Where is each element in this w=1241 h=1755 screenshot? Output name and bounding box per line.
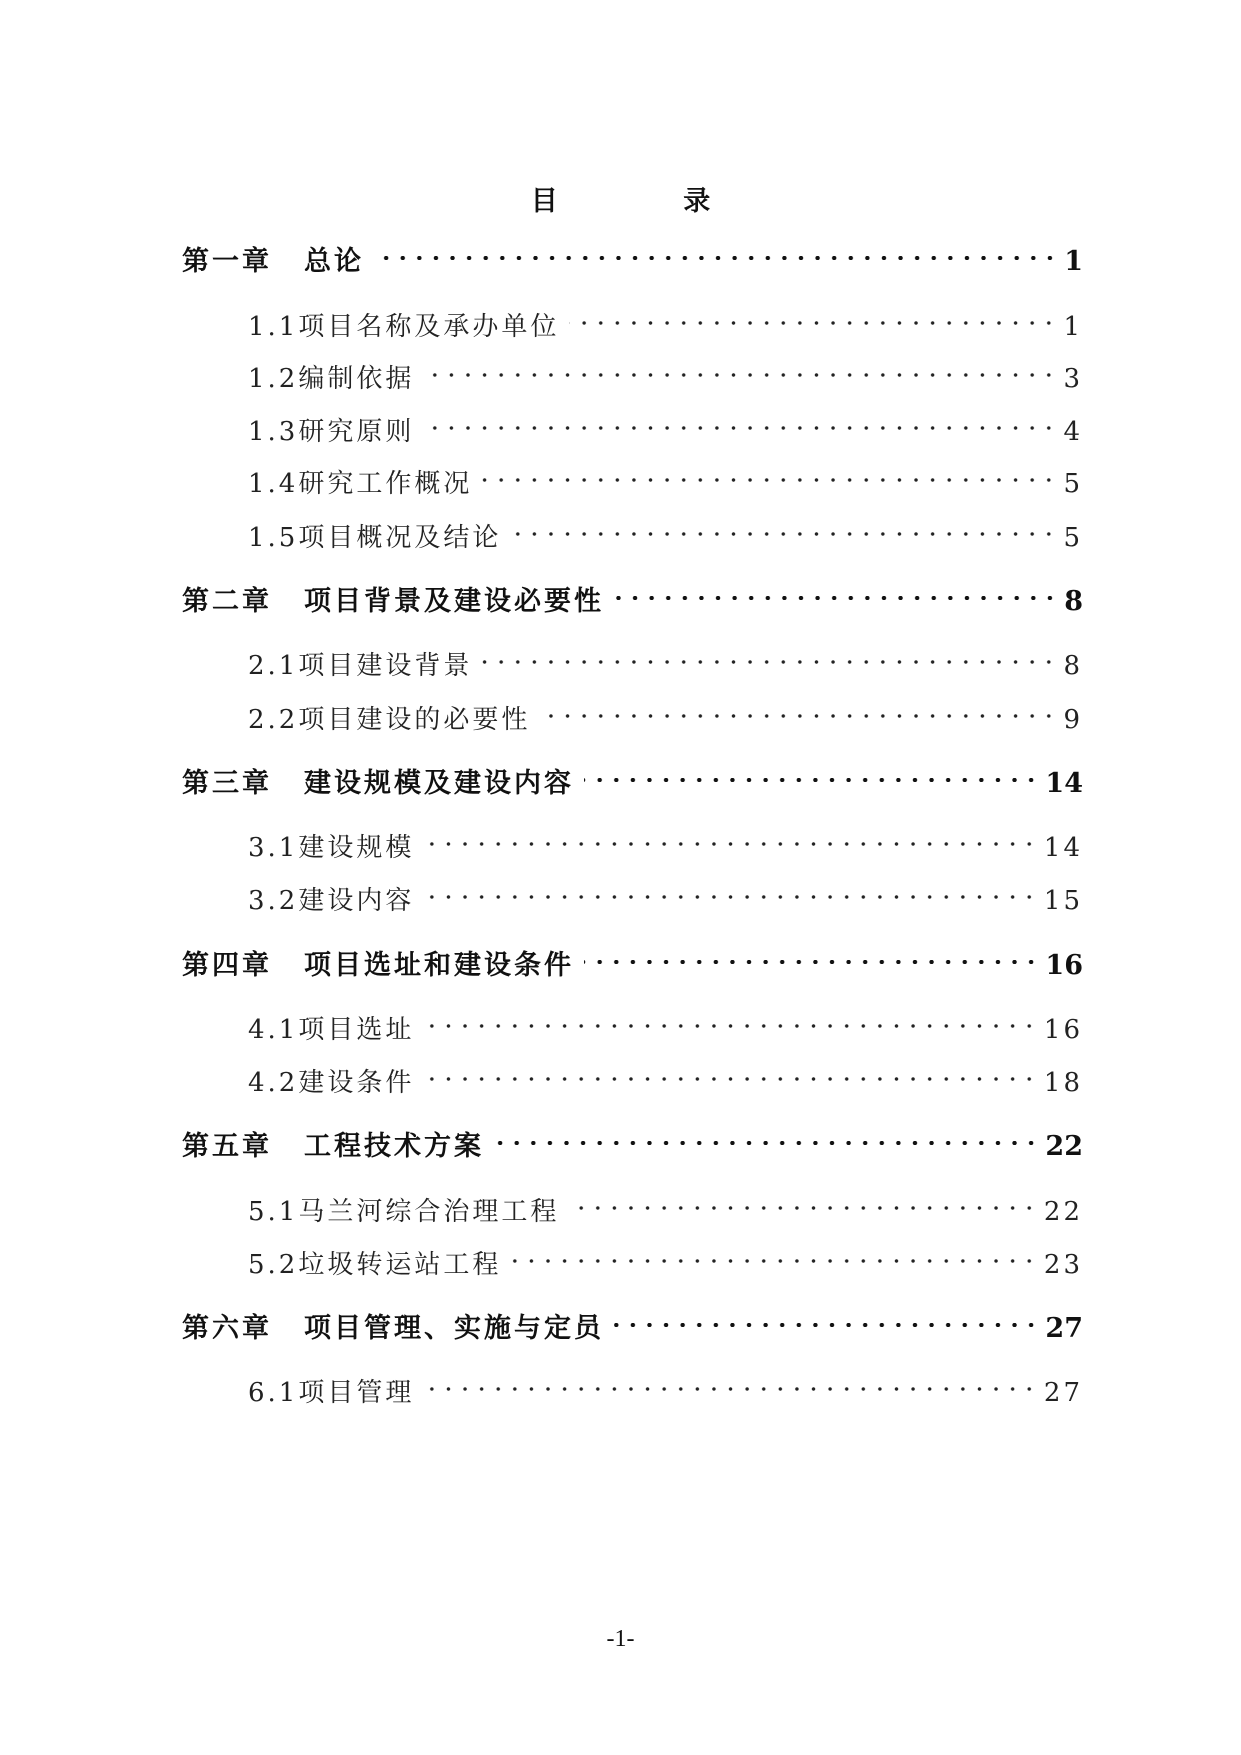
toc-entry-page: 22 bbox=[1045, 1131, 1083, 1162]
toc-entry-number: 1.3 bbox=[248, 417, 299, 447]
toc-dot-leader bbox=[424, 400, 1057, 440]
toc-dot-leader bbox=[584, 752, 1039, 792]
toc-section-entry[interactable] bbox=[248, 347, 1083, 394]
toc-entry-title: 项目概况及结论 bbox=[298, 523, 502, 553]
toc-dot-leader bbox=[424, 1051, 1038, 1091]
toc-section-entry[interactable] bbox=[248, 1361, 1083, 1408]
toc-entry-title: 项目名称及承办单位 bbox=[298, 312, 560, 342]
toc-dot-leader bbox=[614, 570, 1058, 610]
toc-section-entry[interactable] bbox=[248, 506, 1083, 553]
toc-section-entry[interactable] bbox=[248, 869, 1083, 916]
toc-entry-number: 第五章 bbox=[182, 1131, 272, 1162]
toc-entry-number: 1.1 bbox=[248, 312, 299, 342]
toc-entry-page: 1 bbox=[1063, 312, 1083, 342]
toc-entry-title: 建设内容 bbox=[298, 886, 415, 916]
toc-chapter-entry[interactable] bbox=[182, 1297, 1083, 1344]
toc-entry-page: 4 bbox=[1063, 417, 1083, 447]
toc-entry-number: 4.1 bbox=[248, 1015, 299, 1045]
toc-entry-number: 5.2 bbox=[248, 1250, 299, 1280]
toc-entry-number: 第二章 bbox=[182, 586, 272, 617]
toc-entry-page: 5 bbox=[1063, 523, 1083, 553]
toc-entry-title: 项目选址 bbox=[298, 1015, 415, 1045]
toc-entry-page: 9 bbox=[1063, 705, 1083, 735]
toc-chapter-entry[interactable] bbox=[182, 1115, 1083, 1162]
toc-entry-number: 1.5 bbox=[248, 523, 299, 553]
toc-chapter-entry[interactable] bbox=[182, 934, 1083, 981]
toc-section-entry[interactable] bbox=[248, 998, 1083, 1045]
toc-entry-number: 1.4 bbox=[248, 469, 299, 499]
toc-dot-leader bbox=[569, 295, 1057, 335]
toc-entry-number: 第一章 bbox=[182, 246, 272, 277]
toc-entry-title: 项目背景及建设必要性 bbox=[304, 586, 604, 617]
toc-dot-leader bbox=[511, 1233, 1038, 1273]
toc-entry-title: 研究工作概况 bbox=[298, 469, 473, 499]
toc-entry-title: 总论 bbox=[304, 246, 364, 277]
toc-entry-page: 3 bbox=[1063, 364, 1083, 394]
toc-entry-number: 3.1 bbox=[248, 833, 299, 863]
page-number: -1- bbox=[606, 1626, 635, 1652]
toc-entry-number: 第六章 bbox=[182, 1313, 272, 1344]
toc-entry-number: 1.2 bbox=[248, 364, 299, 394]
toc-dot-leader bbox=[482, 452, 1057, 492]
toc-entry-title: 工程技术方案 bbox=[304, 1131, 484, 1162]
toc-entry-page: 8 bbox=[1064, 586, 1083, 617]
toc-section-entry[interactable] bbox=[248, 1051, 1083, 1098]
toc-entry-title: 建设规模 bbox=[298, 833, 415, 863]
toc-entry-number: 4.2 bbox=[248, 1068, 299, 1098]
toc-dot-leader bbox=[494, 1115, 1039, 1155]
toc-entry-title: 项目选址和建设条件 bbox=[304, 950, 574, 981]
toc-entry-number: 2.2 bbox=[248, 705, 299, 735]
toc-entry-number: 第三章 bbox=[182, 768, 272, 799]
toc-dot-leader bbox=[584, 934, 1039, 974]
toc-chapter-entry[interactable] bbox=[182, 230, 1083, 277]
toc-entry-title: 项目管理、实施与定员 bbox=[304, 1313, 604, 1344]
toc-section-entry[interactable] bbox=[248, 1233, 1083, 1280]
toc-section-entry[interactable] bbox=[248, 816, 1083, 863]
toc-entry-title: 研究原则 bbox=[298, 417, 415, 447]
toc-entry-number: 5.1 bbox=[248, 1197, 299, 1227]
toc-dot-leader bbox=[482, 634, 1057, 674]
toc-entry-page: 15 bbox=[1043, 886, 1083, 916]
toc-entry-page: 18 bbox=[1043, 1068, 1083, 1098]
toc-entry-page: 16 bbox=[1043, 1015, 1083, 1045]
toc-dot-leader bbox=[614, 1297, 1039, 1337]
toc-dot-leader bbox=[569, 1180, 1038, 1220]
toc-entry-page: 22 bbox=[1043, 1197, 1083, 1227]
toc-dot-leader bbox=[511, 506, 1057, 546]
toc-entry-page: 1 bbox=[1064, 246, 1083, 277]
toc-entry-title: 编制依据 bbox=[298, 364, 415, 394]
toc-entry-number: 2.1 bbox=[248, 651, 299, 681]
toc-entry-number: 3.2 bbox=[248, 886, 299, 916]
toc-entry-number: 6.1 bbox=[248, 1378, 299, 1408]
toc-dot-leader bbox=[424, 1361, 1038, 1401]
toc-chapter-entry[interactable] bbox=[182, 570, 1083, 617]
toc-entry-title: 马兰河综合治理工程 bbox=[298, 1197, 560, 1227]
toc-entry-title: 项目管理 bbox=[298, 1378, 415, 1408]
toc-dot-leader bbox=[540, 688, 1057, 728]
toc-entry-title: 垃圾转运站工程 bbox=[298, 1250, 502, 1280]
toc-dot-leader bbox=[424, 998, 1038, 1038]
toc-dot-leader bbox=[374, 230, 1058, 270]
toc-entry-title: 项目建设背景 bbox=[298, 651, 473, 681]
toc-section-entry[interactable] bbox=[248, 1180, 1083, 1227]
toc-section-entry[interactable] bbox=[248, 295, 1083, 342]
toc-entry-page: 23 bbox=[1043, 1250, 1083, 1280]
toc-entry-page: 14 bbox=[1043, 833, 1083, 863]
toc-section-entry[interactable] bbox=[248, 452, 1083, 499]
toc-entry-page: 27 bbox=[1043, 1378, 1083, 1408]
toc-entry-page: 8 bbox=[1063, 651, 1083, 681]
toc-entry-title: 项目建设的必要性 bbox=[298, 705, 531, 735]
toc-entry-page: 16 bbox=[1045, 950, 1083, 981]
toc-entry-number: 第四章 bbox=[182, 950, 272, 981]
toc-entry-title: 建设条件 bbox=[298, 1068, 415, 1098]
toc-entry-page: 5 bbox=[1063, 469, 1083, 499]
toc-dot-leader bbox=[424, 816, 1038, 856]
toc-entry-title: 建设规模及建设内容 bbox=[304, 768, 574, 799]
toc-dot-leader bbox=[424, 869, 1038, 909]
page-title: 目 录 bbox=[530, 186, 769, 217]
toc-dot-leader bbox=[424, 347, 1057, 387]
toc-chapter-entry[interactable] bbox=[182, 752, 1083, 799]
toc-entry-page: 14 bbox=[1045, 768, 1083, 799]
toc-section-entry[interactable] bbox=[248, 400, 1083, 447]
toc-section-entry[interactable] bbox=[248, 634, 1083, 681]
toc-entry-page: 27 bbox=[1045, 1313, 1083, 1344]
toc-section-entry[interactable] bbox=[248, 688, 1083, 735]
